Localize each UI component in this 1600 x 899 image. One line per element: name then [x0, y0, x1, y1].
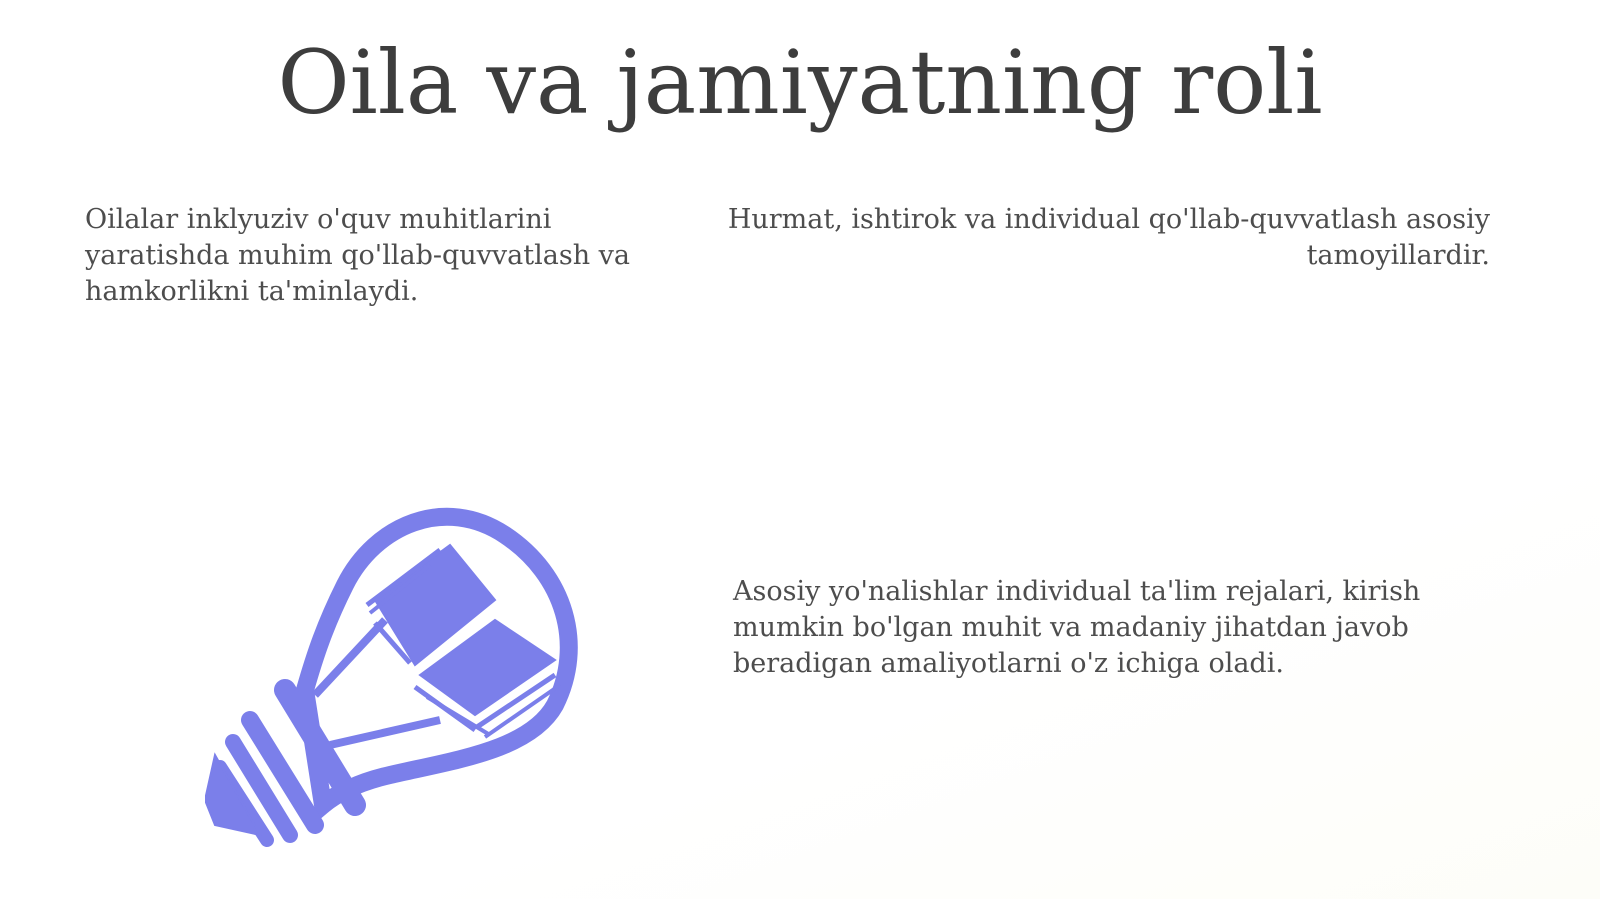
paragraph-principles: Hurmat, ishtirok va individual qo'llab-quvvatlash asosiy tamoyillardir.: [727, 204, 1490, 271]
slide-title: Oila va jamiyatning roli: [277, 31, 1323, 134]
paragraph-key-directions: Asosiy yo'nalishlar individual ta'lim rejalari, kirish mumkin bo'lgan muhit va madaniy jihatdan javob beradigan amaliyotlarni o'z ichiga oladi.: [733, 576, 1421, 679]
paragraph-family-support: Oilalar inklyuziv o'quv muhitlarini yaratishda muhim qo'llab-quvvatlash va hamkorlikni ta'minlaydi.: [85, 204, 631, 307]
lightbulb-book-icon: [205, 505, 625, 850]
